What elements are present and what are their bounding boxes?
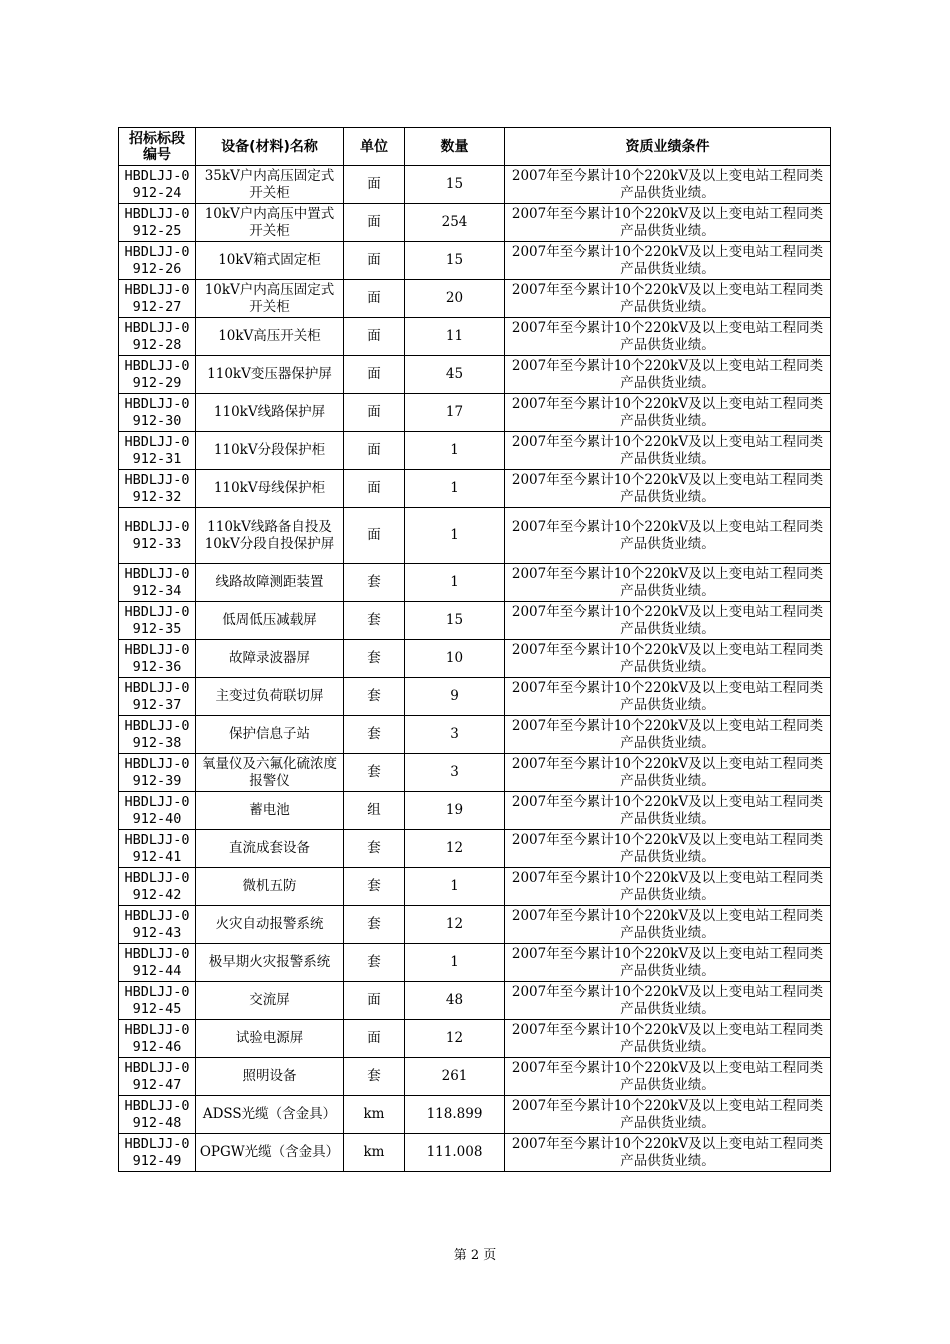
table-row	[119, 754, 831, 792]
cell-quantity: 12	[405, 906, 505, 944]
cell-name: 微机五防	[196, 868, 344, 906]
table-row	[119, 982, 831, 1020]
cell-unit: km	[344, 1134, 405, 1172]
cell-unit: 套	[344, 564, 405, 602]
cell-code: HBDLJJ-0912-35	[119, 602, 196, 640]
cell-quantity: 1	[405, 564, 505, 602]
cell-unit: 套	[344, 716, 405, 754]
cell-name: 主变过负荷联切屏	[196, 678, 344, 716]
cell-name: ADSS光缆（含金具）	[196, 1096, 344, 1134]
cell-name: 交流屏	[196, 982, 344, 1020]
cell-qualification: 2007年至今累计10个220kV及以上变电站工程同类产品供货业绩。	[505, 394, 831, 432]
cell-quantity: 9	[405, 678, 505, 716]
cell-unit: 面	[344, 394, 405, 432]
cell-code: HBDLJJ-0912-28	[119, 318, 196, 356]
cell-qualification: 2007年至今累计10个220kV及以上变电站工程同类产品供货业绩。	[505, 204, 831, 242]
cell-qualification: 2007年至今累计10个220kV及以上变电站工程同类产品供货业绩。	[505, 432, 831, 470]
cell-quantity: 1	[405, 868, 505, 906]
table-row	[119, 868, 831, 906]
cell-quantity: 45	[405, 356, 505, 394]
cell-code: HBDLJJ-0912-39	[119, 754, 196, 792]
table-row	[119, 242, 831, 280]
cell-quantity: 111.008	[405, 1134, 505, 1172]
cell-unit: 面	[344, 1020, 405, 1058]
cell-unit: 面	[344, 508, 405, 564]
cell-quantity: 1	[405, 470, 505, 508]
cell-qualification: 2007年至今累计10个220kV及以上变电站工程同类产品供货业绩。	[505, 1134, 831, 1172]
table-row	[119, 394, 831, 432]
cell-code: HBDLJJ-0912-29	[119, 356, 196, 394]
cell-quantity: 15	[405, 242, 505, 280]
cell-quantity: 20	[405, 280, 505, 318]
cell-name: 蓄电池	[196, 792, 344, 830]
cell-name: OPGW光缆（含金具）	[196, 1134, 344, 1172]
cell-unit: 面	[344, 280, 405, 318]
table-row	[119, 678, 831, 716]
cell-code: HBDLJJ-0912-44	[119, 944, 196, 982]
cell-qualification: 2007年至今累计10个220kV及以上变电站工程同类产品供货业绩。	[505, 508, 831, 564]
cell-code: HBDLJJ-0912-45	[119, 982, 196, 1020]
cell-code: HBDLJJ-0912-31	[119, 432, 196, 470]
cell-qualification: 2007年至今累计10个220kV及以上变电站工程同类产品供货业绩。	[505, 1096, 831, 1134]
table-row	[119, 906, 831, 944]
cell-code: HBDLJJ-0912-24	[119, 166, 196, 204]
cell-unit: 套	[344, 678, 405, 716]
cell-name: 照明设备	[196, 1058, 344, 1096]
cell-name: 保护信息子站	[196, 716, 344, 754]
cell-code: HBDLJJ-0912-48	[119, 1096, 196, 1134]
table-row	[119, 356, 831, 394]
cell-qualification: 2007年至今累计10个220kV及以上变电站工程同类产品供货业绩。	[505, 1020, 831, 1058]
cell-unit: 面	[344, 432, 405, 470]
cell-quantity: 3	[405, 716, 505, 754]
cell-qualification: 2007年至今累计10个220kV及以上变电站工程同类产品供货业绩。	[505, 602, 831, 640]
cell-quantity: 3	[405, 754, 505, 792]
cell-qualification: 2007年至今累计10个220kV及以上变电站工程同类产品供货业绩。	[505, 982, 831, 1020]
cell-code: HBDLJJ-0912-25	[119, 204, 196, 242]
cell-code: HBDLJJ-0912-34	[119, 564, 196, 602]
cell-name: 故障录波器屏	[196, 640, 344, 678]
cell-code: HBDLJJ-0912-27	[119, 280, 196, 318]
page-number: 第 2 页	[453, 1248, 497, 1263]
cell-quantity: 48	[405, 982, 505, 1020]
cell-quantity: 19	[405, 792, 505, 830]
cell-unit: 套	[344, 868, 405, 906]
cell-qualification: 2007年至今累计10个220kV及以上变电站工程同类产品供货业绩。	[505, 830, 831, 868]
cell-name: 10kV高压开关柜	[196, 318, 344, 356]
cell-name: 110kV线路备自投及10kV分段自投保护屏	[196, 508, 344, 564]
cell-quantity: 10	[405, 640, 505, 678]
cell-name: 110kV分段保护柜	[196, 432, 344, 470]
table-row	[119, 1058, 831, 1096]
table-row	[119, 432, 831, 470]
table-row	[119, 564, 831, 602]
table-row	[119, 792, 831, 830]
cell-qualification: 2007年至今累计10个220kV及以上变电站工程同类产品供货业绩。	[505, 564, 831, 602]
cell-name: 10kV户内高压固定式开关柜	[196, 280, 344, 318]
cell-code: HBDLJJ-0912-26	[119, 242, 196, 280]
cell-name: 110kV线路保护屏	[196, 394, 344, 432]
cell-quantity: 254	[405, 204, 505, 242]
cell-code: HBDLJJ-0912-41	[119, 830, 196, 868]
cell-code: HBDLJJ-0912-38	[119, 716, 196, 754]
cell-quantity: 261	[405, 1058, 505, 1096]
header-unit: 单位	[344, 128, 405, 166]
cell-qualification: 2007年至今累计10个220kV及以上变电站工程同类产品供货业绩。	[505, 716, 831, 754]
table-row	[119, 318, 831, 356]
cell-name: 35kV户内高压固定式开关柜	[196, 166, 344, 204]
table-row	[119, 716, 831, 754]
header-quantity: 数量	[405, 128, 505, 166]
table-row	[119, 508, 831, 564]
cell-quantity: 15	[405, 602, 505, 640]
cell-unit: 套	[344, 602, 405, 640]
table-row	[119, 204, 831, 242]
cell-unit: 套	[344, 830, 405, 868]
cell-code: HBDLJJ-0912-30	[119, 394, 196, 432]
cell-unit: 面	[344, 356, 405, 394]
cell-quantity: 11	[405, 318, 505, 356]
cell-quantity: 1	[405, 508, 505, 564]
cell-name: 110kV变压器保护屏	[196, 356, 344, 394]
cell-qualification: 2007年至今累计10个220kV及以上变电站工程同类产品供货业绩。	[505, 678, 831, 716]
bid-table	[118, 127, 831, 1172]
cell-name: 试验电源屏	[196, 1020, 344, 1058]
cell-unit: 面	[344, 982, 405, 1020]
cell-code: HBDLJJ-0912-32	[119, 470, 196, 508]
cell-qualification: 2007年至今累计10个220kV及以上变电站工程同类产品供货业绩。	[505, 470, 831, 508]
cell-code: HBDLJJ-0912-42	[119, 868, 196, 906]
table-row	[119, 280, 831, 318]
cell-unit: 套	[344, 754, 405, 792]
cell-qualification: 2007年至今累计10个220kV及以上变电站工程同类产品供货业绩。	[505, 166, 831, 204]
cell-qualification: 2007年至今累计10个220kV及以上变电站工程同类产品供货业绩。	[505, 868, 831, 906]
cell-unit: km	[344, 1096, 405, 1134]
cell-quantity: 12	[405, 830, 505, 868]
cell-unit: 套	[344, 1058, 405, 1096]
header-qualification: 资质业绩条件	[505, 128, 831, 166]
cell-code: HBDLJJ-0912-37	[119, 678, 196, 716]
table-row	[119, 1020, 831, 1058]
cell-code: HBDLJJ-0912-36	[119, 640, 196, 678]
cell-name: 低周低压减载屏	[196, 602, 344, 640]
cell-quantity: 17	[405, 394, 505, 432]
cell-unit: 套	[344, 944, 405, 982]
cell-qualification: 2007年至今累计10个220kV及以上变电站工程同类产品供货业绩。	[505, 356, 831, 394]
cell-qualification: 2007年至今累计10个220kV及以上变电站工程同类产品供货业绩。	[505, 944, 831, 982]
cell-code: HBDLJJ-0912-43	[119, 906, 196, 944]
table-row	[119, 944, 831, 982]
cell-name: 10kV户内高压中置式开关柜	[196, 204, 344, 242]
cell-qualification: 2007年至今累计10个220kV及以上变电站工程同类产品供货业绩。	[505, 280, 831, 318]
cell-name: 线路故障测距装置	[196, 564, 344, 602]
cell-unit: 面	[344, 242, 405, 280]
header-name: 设备(材料)名称	[196, 128, 344, 166]
cell-qualification: 2007年至今累计10个220kV及以上变电站工程同类产品供货业绩。	[505, 906, 831, 944]
table-row	[119, 640, 831, 678]
cell-name: 10kV箱式固定柜	[196, 242, 344, 280]
cell-quantity: 118.899	[405, 1096, 505, 1134]
cell-quantity: 1	[405, 944, 505, 982]
cell-code: HBDLJJ-0912-46	[119, 1020, 196, 1058]
cell-name: 110kV母线保护柜	[196, 470, 344, 508]
cell-unit: 面	[344, 204, 405, 242]
cell-qualification: 2007年至今累计10个220kV及以上变电站工程同类产品供货业绩。	[505, 318, 831, 356]
cell-code: HBDLJJ-0912-47	[119, 1058, 196, 1096]
table-row	[119, 1096, 831, 1134]
cell-name: 氧量仪及六氟化硫浓度报警仪	[196, 754, 344, 792]
cell-unit: 组	[344, 792, 405, 830]
cell-name: 极早期火灾报警系统	[196, 944, 344, 982]
cell-code: HBDLJJ-0912-33	[119, 508, 196, 564]
cell-unit: 面	[344, 166, 405, 204]
table-row	[119, 166, 831, 204]
cell-qualification: 2007年至今累计10个220kV及以上变电站工程同类产品供货业绩。	[505, 792, 831, 830]
table-row	[119, 1134, 831, 1172]
cell-unit: 套	[344, 640, 405, 678]
cell-qualification: 2007年至今累计10个220kV及以上变电站工程同类产品供货业绩。	[505, 640, 831, 678]
cell-name: 直流成套设备	[196, 830, 344, 868]
table-header-row	[119, 128, 831, 166]
cell-code: HBDLJJ-0912-49	[119, 1134, 196, 1172]
table-row	[119, 830, 831, 868]
table-row	[119, 602, 831, 640]
cell-quantity: 1	[405, 432, 505, 470]
cell-quantity: 12	[405, 1020, 505, 1058]
table-row	[119, 470, 831, 508]
cell-quantity: 15	[405, 166, 505, 204]
header-code: 招标标段编号	[119, 128, 196, 166]
cell-qualification: 2007年至今累计10个220kV及以上变电站工程同类产品供货业绩。	[505, 754, 831, 792]
cell-name: 火灾自动报警系统	[196, 906, 344, 944]
cell-unit: 面	[344, 470, 405, 508]
cell-unit: 套	[344, 906, 405, 944]
cell-qualification: 2007年至今累计10个220kV及以上变电站工程同类产品供货业绩。	[505, 242, 831, 280]
cell-code: HBDLJJ-0912-40	[119, 792, 196, 830]
cell-qualification: 2007年至今累计10个220kV及以上变电站工程同类产品供货业绩。	[505, 1058, 831, 1096]
cell-unit: 面	[344, 318, 405, 356]
